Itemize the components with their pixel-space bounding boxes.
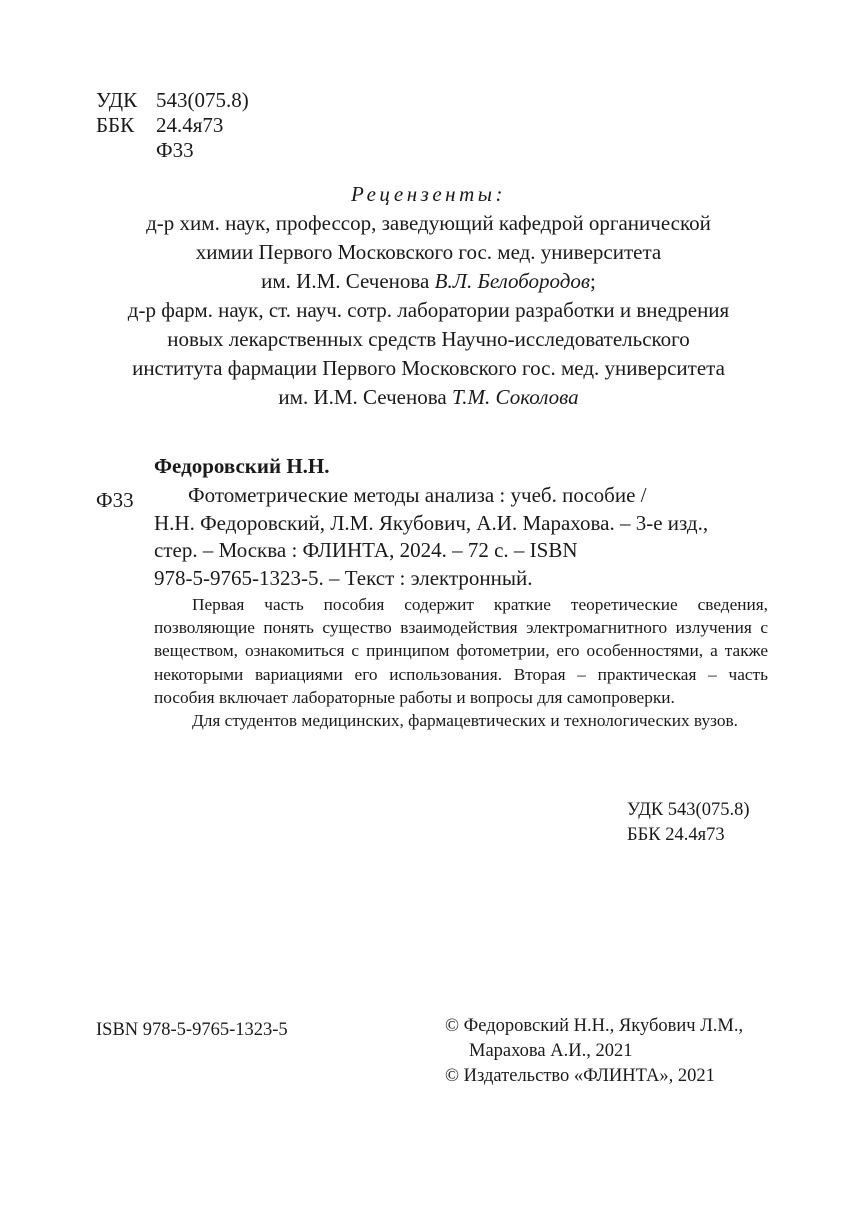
reviewers-block: [60, 180, 797, 412]
bib-record: [154, 482, 768, 592]
udk-value: 543(075.8): [156, 88, 249, 112]
bbk-value: 24.4я73: [156, 113, 224, 137]
reviewer1-line1: д-р хим. наук, профессор, заведующий кафедрой органической: [146, 211, 711, 235]
reviewers-heading: Рецензенты:: [351, 182, 506, 206]
classification-bottom: [627, 798, 750, 847]
bib-line4: 978-5-9765-1323-5. – Текст : электронный.: [154, 565, 533, 590]
reviewer2-affiliation: им. И.М. Сеченова: [278, 385, 452, 409]
copyright-block: [445, 1014, 743, 1089]
reviewer2-line3: института фармации Первого Московского гос. мед. университета: [132, 356, 725, 380]
isbn: ISBN 978-5-9765-1323-5: [96, 1020, 288, 1040]
reviewer2-line1: д-р фарм. наук, ст. науч. сотр. лаборатории разработки и внедрения: [127, 298, 730, 322]
udk-label: УДК: [96, 88, 138, 112]
reviewer1-separator: ;: [590, 269, 596, 293]
classification-block: [96, 88, 249, 163]
udk-row: [96, 88, 249, 113]
bbk-row: [96, 113, 249, 138]
bbk-label: ББК: [96, 113, 135, 137]
reviewer2-name: Т.М. Соколова: [451, 385, 579, 409]
abstract: [154, 593, 768, 732]
copyright-authors-line1: © Федоровский Н.Н., Якубович Л.М.,: [445, 1016, 744, 1036]
copyright-authors-line2: Марахова А.И., 2021: [469, 1041, 633, 1061]
bbk-bottom: ББК 24.4я73: [627, 824, 725, 845]
abstract-paragraph-1: Первая часть пособия содержит краткие теоретические сведения, позволяющие понять существо взаимодействия электромагнитного излучения с веществом, ознакомиться с принципом фотометрии, его особенностями, а также некоторыми вариациями его использования. Вторая – практическая – часть пособия включает лабораторные работы и вопросы для самопроверки.: [154, 595, 768, 707]
bib-author: Федоровский Н.Н.: [154, 454, 330, 478]
reviewer2-line2: новых лекарственных средств Научно-исследовательского: [167, 327, 690, 351]
reviewer1-line2: химии Первого Московского гос. мед. университета: [195, 240, 662, 264]
copyright-publisher: © Издательство «ФЛИНТА», 2021: [445, 1066, 715, 1086]
abstract-paragraph-2: Для студентов медицинских, фармацевтических и технологических вузов.: [192, 711, 738, 731]
bib-line3: стер. – Москва : ФЛИНТА, 2024. – 72 с. – ISBN: [154, 538, 578, 562]
udk-bottom: УДК 543(075.8): [627, 800, 750, 820]
bib-line1: Фотометрические методы анализа : учеб. пособие /: [188, 483, 647, 507]
reviewer1-affiliation: им. И.М. Сеченова: [261, 269, 435, 293]
bib-line2: Н.Н. Федоровский, Л.М. Якубович, А.И. Марахова. – 3-е изд.,: [154, 510, 709, 535]
reviewer1-line3: [60, 267, 797, 296]
bib-author-code: Ф33: [96, 488, 134, 512]
reviewer2-line4: [60, 383, 797, 412]
author-code-row: [96, 138, 249, 163]
reviewer1-name: В.Л. Белобородов: [434, 269, 591, 293]
author-code: Ф33: [156, 138, 194, 162]
